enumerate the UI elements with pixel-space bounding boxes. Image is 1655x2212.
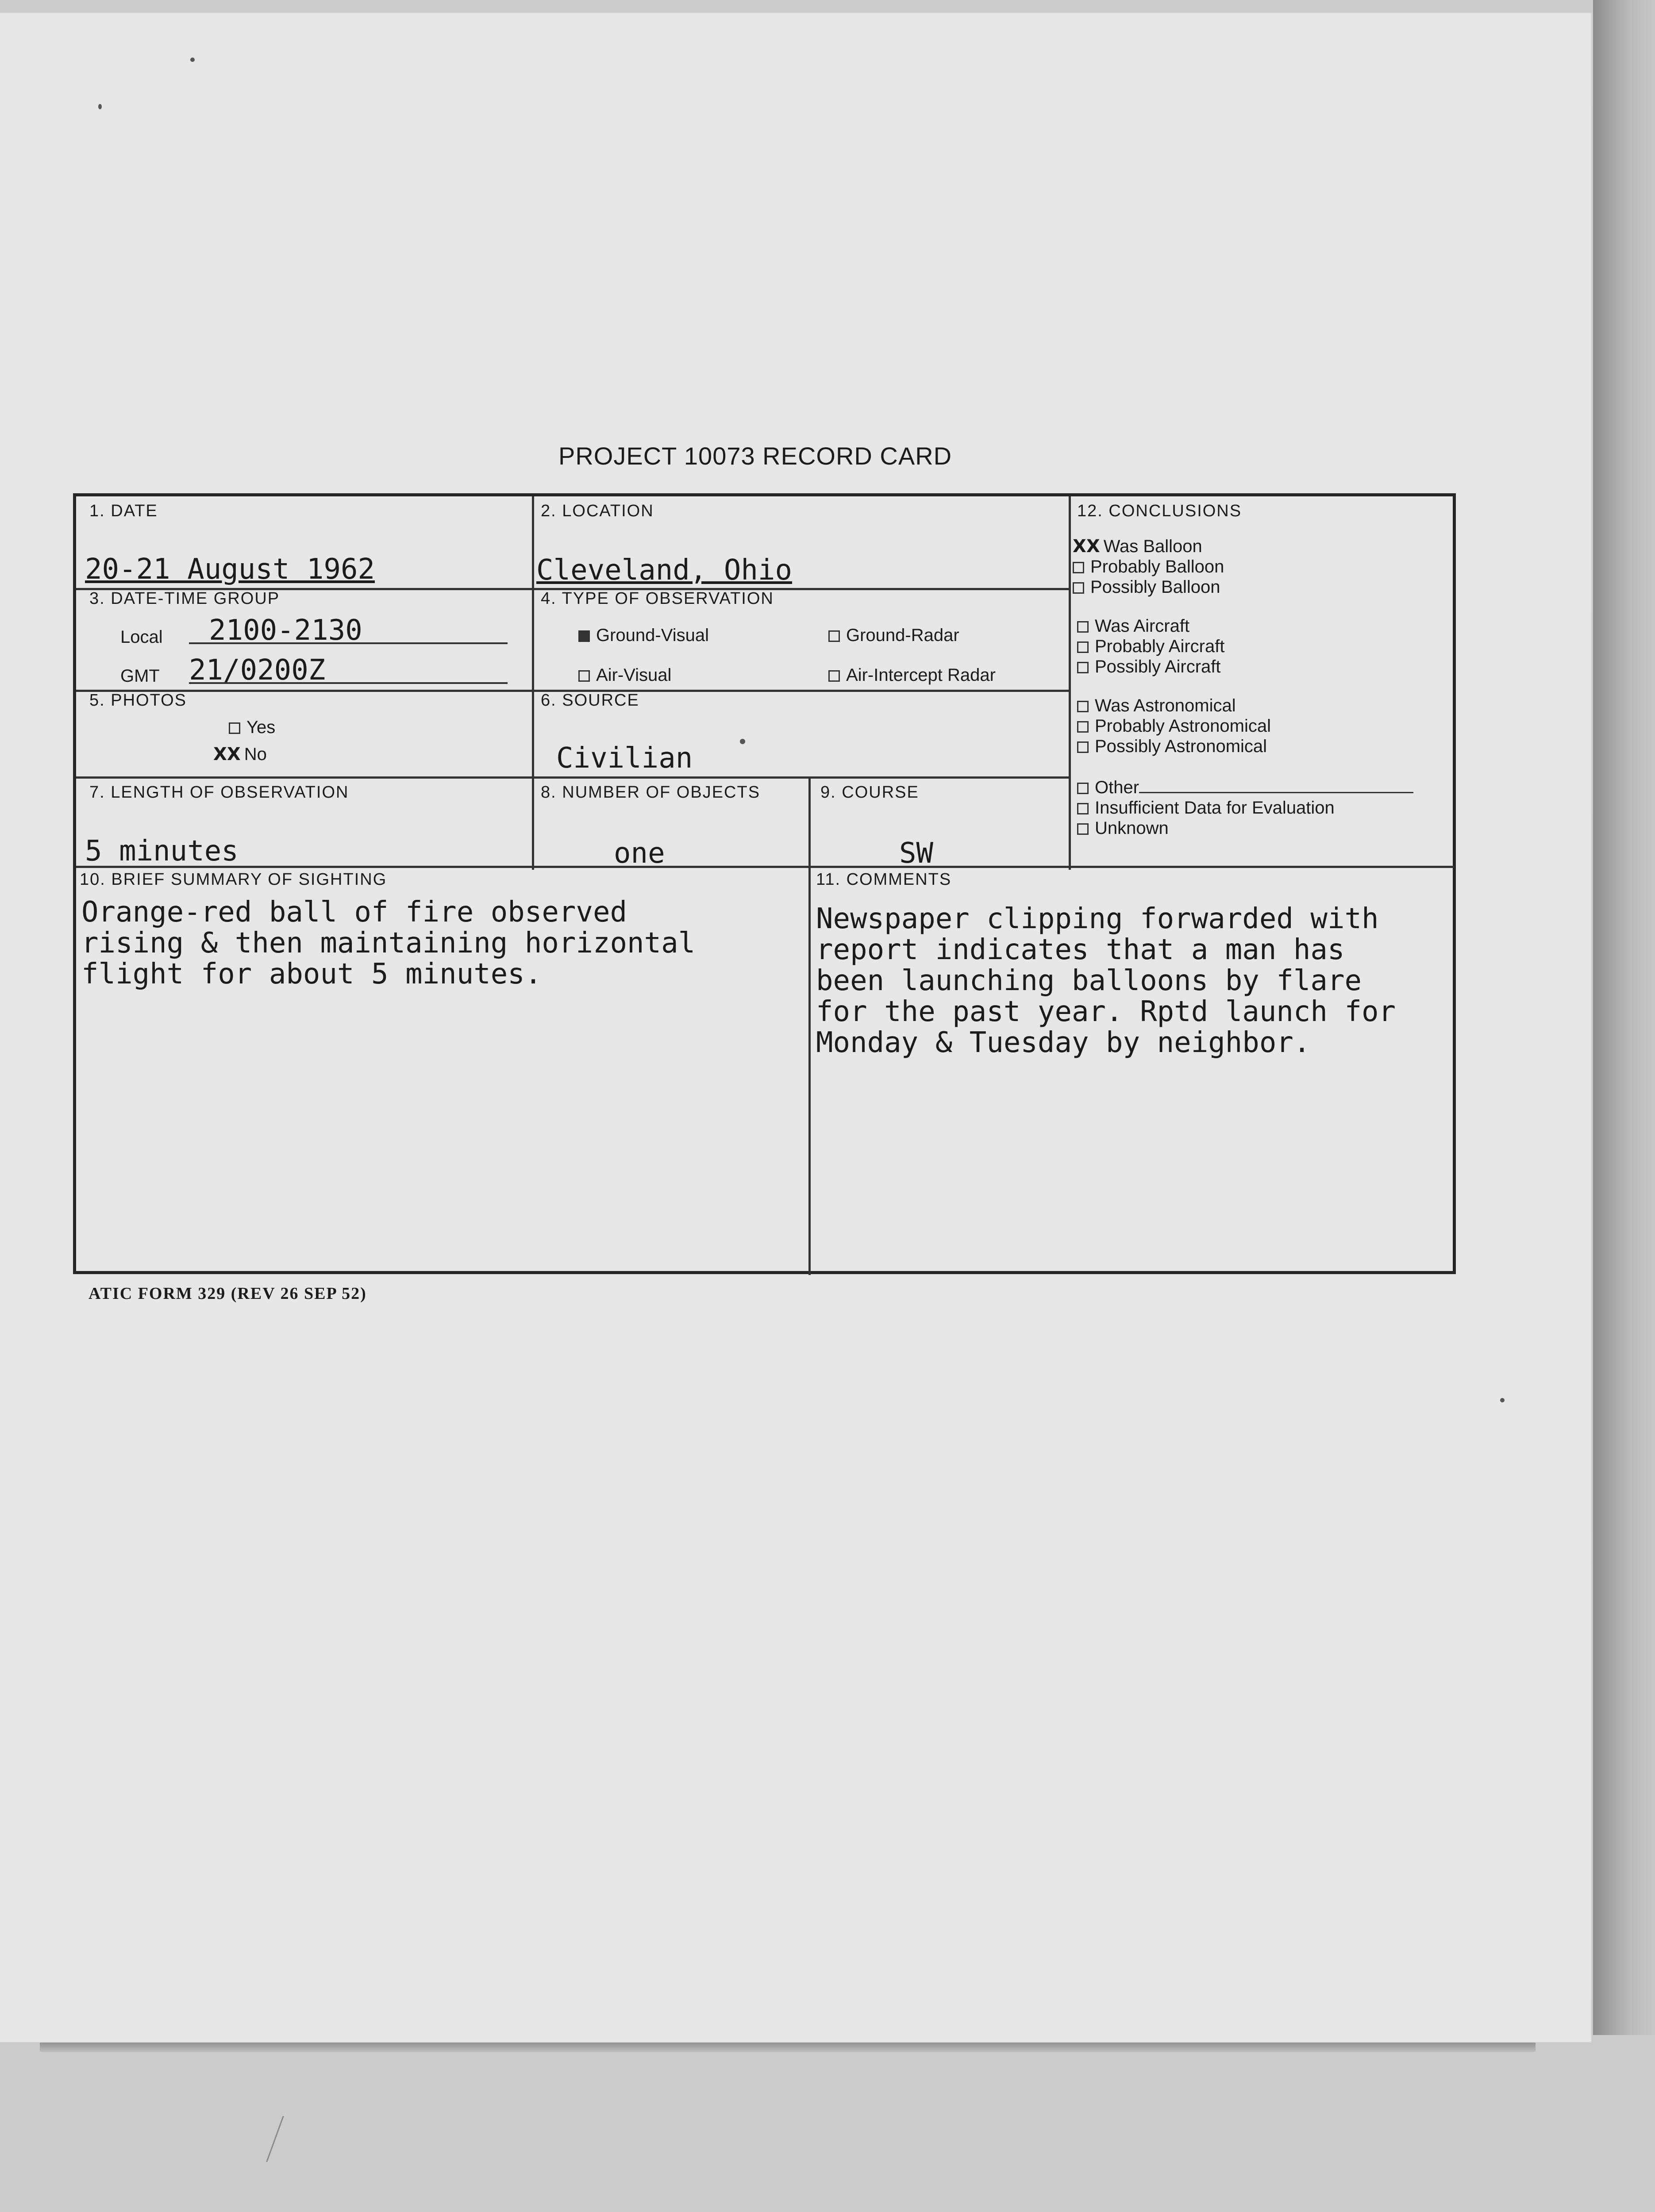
conclusion-probably-aircraft[interactable]: Probably Aircraft [1077,636,1224,657]
dust-speck [740,739,745,744]
record-card-sheet [0,13,1591,2042]
bottom-margin [0,2035,1655,2212]
divider [76,866,1455,868]
divider [1069,496,1071,870]
comments-text: Newspaper clipping forwarded with report indicates that a man has been launching balloons by flare for the past year. Rptd launch for Monday & Tuesday by neighbor. [816,902,1396,1059]
local-time-value: 2100-2130 [209,614,362,647]
divider [532,496,534,870]
conclusion-possibly-balloon[interactable]: Possibly Balloon [1073,577,1224,597]
card-title: PROJECT 10073 RECORD CARD [558,442,952,470]
location-value: Cleveland, Ohio [536,554,792,587]
date-time-group-label: 3. DATE-TIME GROUP [89,589,280,608]
conclusion-probably-astronomical[interactable]: Probably Astronomical [1077,716,1271,736]
conclusion-insufficient-data[interactable]: Insufficient Data for Evaluation [1077,798,1413,818]
checkbox [1077,823,1089,835]
gmt-underline [189,682,508,684]
dust-speck [1500,1398,1505,1402]
conclusion-probably-balloon[interactable]: Probably Balloon [1073,557,1224,577]
type-of-observation-label: 4. TYPE OF OBSERVATION [541,589,774,608]
summary-text: Orange-red ball of fire observed rising & then maintaining horizontal flight for about 5 minutes. [81,896,696,991]
conclusions-group-balloon [1073,536,1224,597]
gmt-value: 21/0200Z [189,654,326,687]
checkbox [1077,721,1089,733]
checkbox [1077,783,1089,794]
length-of-observation-value: 5 minutes [85,835,239,868]
checkbox [578,670,590,682]
conclusion-unknown[interactable]: Unknown [1077,818,1413,838]
conclusion-was-balloon[interactable]: XX Was Balloon [1073,536,1202,557]
location-label: 2. LOCATION [541,502,654,520]
checkbox [1077,621,1089,633]
photos-no-option[interactable]: XX No [213,744,267,764]
conclusions-group-other [1077,777,1413,838]
checkbox [828,670,840,682]
course-value: SW [899,837,934,870]
date-value: 20-21 August 1962 [85,553,375,586]
record-card-form [73,493,1456,1274]
checkbox [1073,582,1084,594]
local-time-underline [189,642,508,644]
number-of-objects-value: one [614,837,665,870]
other-underline [1139,781,1413,793]
photos-yes-option[interactable]: Yes [229,718,275,737]
x-mark-icon: XX [213,744,241,764]
conclusions-group-astronomical [1077,695,1271,757]
checkbox [828,630,840,642]
length-of-observation-label: 7. LENGTH OF OBSERVATION [89,783,349,802]
option-air-intercept-radar[interactable]: Air-Intercept Radar [828,665,996,685]
conclusion-possibly-aircraft[interactable]: Possibly Aircraft [1077,657,1224,677]
dust-speck [190,58,195,62]
local-time-label: Local [120,627,163,647]
number-of-objects-label: 8. NUMBER OF OBJECTS [541,783,761,802]
checkbox-checked [578,630,590,642]
gmt-label: GMT [120,666,160,686]
checkbox [1077,662,1089,673]
conclusions-group-aircraft [1077,616,1224,677]
option-ground-visual[interactable]: Ground-Visual [578,626,709,645]
checkbox [1077,803,1089,814]
checkbox [1077,641,1089,653]
x-mark-icon: XX [1073,536,1100,557]
divider [808,777,811,870]
checkbox [229,722,240,734]
checkbox [1077,701,1089,712]
option-ground-radar[interactable]: Ground-Radar [828,626,959,645]
conclusion-possibly-astronomical[interactable]: Possibly Astronomical [1077,736,1271,757]
conclusions-label: 12. CONCLUSIONS [1077,502,1242,520]
option-air-visual[interactable]: Air-Visual [578,665,671,685]
photos-label: 5. PHOTOS [89,691,187,710]
checkbox [1073,562,1084,573]
conclusion-was-aircraft[interactable]: Was Aircraft [1077,616,1224,636]
conclusion-other[interactable]: Other [1077,777,1413,798]
divider [808,866,811,1275]
conclusion-was-astronomical[interactable]: Was Astronomical [1077,695,1271,716]
film-edge [1593,0,1655,2212]
comments-label: 11. COMMENTS [816,870,952,889]
form-number: ATIC FORM 329 (REV 26 SEP 52) [89,1284,367,1303]
source-value: Civilian [556,742,693,775]
source-label: 6. SOURCE [541,691,639,710]
divider [76,776,1069,779]
date-label: 1. DATE [89,502,158,520]
summary-label: 10. BRIEF SUMMARY OF SIGHTING [80,870,387,889]
dust-speck [98,104,102,109]
course-label: 9. COURSE [820,783,919,802]
checkbox [1077,741,1089,753]
